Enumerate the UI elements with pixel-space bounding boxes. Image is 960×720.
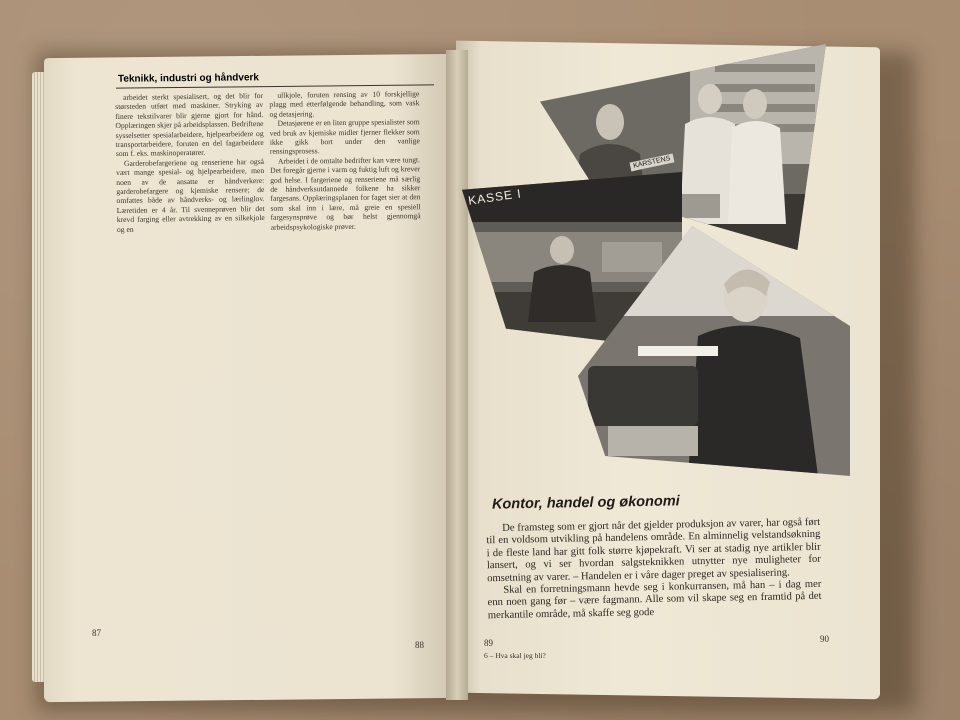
left-text-column-b	[269, 89, 420, 232]
paragraph: ullkjole, foruten rensing av 10 forskjellige plagg med etterfølgende behandling, som vask og detasjering.	[269, 89, 420, 119]
signature-mark: 6 – Hva skal jeg bli?	[484, 651, 546, 660]
paragraph: Skal en forretningsmann hevde seg i konkurransen, må han – i dag mer enn noen gang før – være fagmann. Alle som vil skape seg en framtid på det merkantile område, må skaffe seg gode	[487, 578, 822, 622]
page-number: 89	[484, 638, 493, 648]
paragraph: Garderobefargeriene og renseriene har også vært mange spesial- og hjelpearbeidere, men noen av de ansatte er håndverkere: garderobefargere og kjemiske rensere; de omfattes både av håndverks- og lærlinglov. Læretiden er 4 år. Til svenneprøven blir det krevd farging eller avtrekking av en silkekjole og en	[116, 156, 265, 234]
paragraph: Arbeidet i de omtalte bedrifter kan være tungt. Det foregår gjerne i varm og fuktig luft og krever god helse. I fargeriene og renseriene må særlig de håndverksutdannede folkene ha sikker fargesans. Opplæringsplanen for faget sier at den som skal inn i lære, må greie en spesiell fargesynsprøve og bør helst gjennomgå arbeidspsykologiske prøver.	[270, 155, 421, 232]
running-head: Teknikk, industri og håndverk	[117, 72, 260, 85]
shop-sign: KARSTENS	[630, 154, 675, 172]
right-body-text	[486, 517, 822, 623]
left-text-column-a	[115, 91, 265, 234]
paragraph: De framsteg som er gjort når det gjelder produksjon av varer, har også ført til en voldsom utvikling på handelens område. En alminnelig velstandsøkning i de fleste land har gitt folk større kjøpekraft. Vi ser at stadig nye artikler blir lansert, og vi ser hvordan salgsteknikken utnytter nye muligheter for omsetning av varer. – Handelen er i våre dager preget av spesialisering.	[486, 516, 821, 584]
section-title: Kontor, handel og økonomi	[491, 493, 680, 513]
page-number: 88	[415, 640, 424, 650]
page-number: 87	[92, 628, 101, 638]
book-spine	[446, 50, 468, 700]
page-number: 90	[820, 634, 829, 644]
paragraph: Detasjørene er en liten gruppe spesialister som ved bruk av kjemiske midler fjerner flekker som ikke gikk bort under den vanlige rensingsprosess.	[269, 117, 420, 157]
paragraph: arbeidet sterkt spesialisert, og det blir for størsteden utført med maskiner. Stryking av finere tekstilvarer blir gjerne gjort for hånd. Opplæringen skjer på arbeidsplassen. Bedriftene sysselsetter spesialarbeidere, hjelpearbeidere og transportarbeidere, foruten en del fagarbeidere som f. eks. maskinoperatører.	[115, 90, 264, 159]
kasse-sign: KASSE I	[467, 186, 523, 208]
